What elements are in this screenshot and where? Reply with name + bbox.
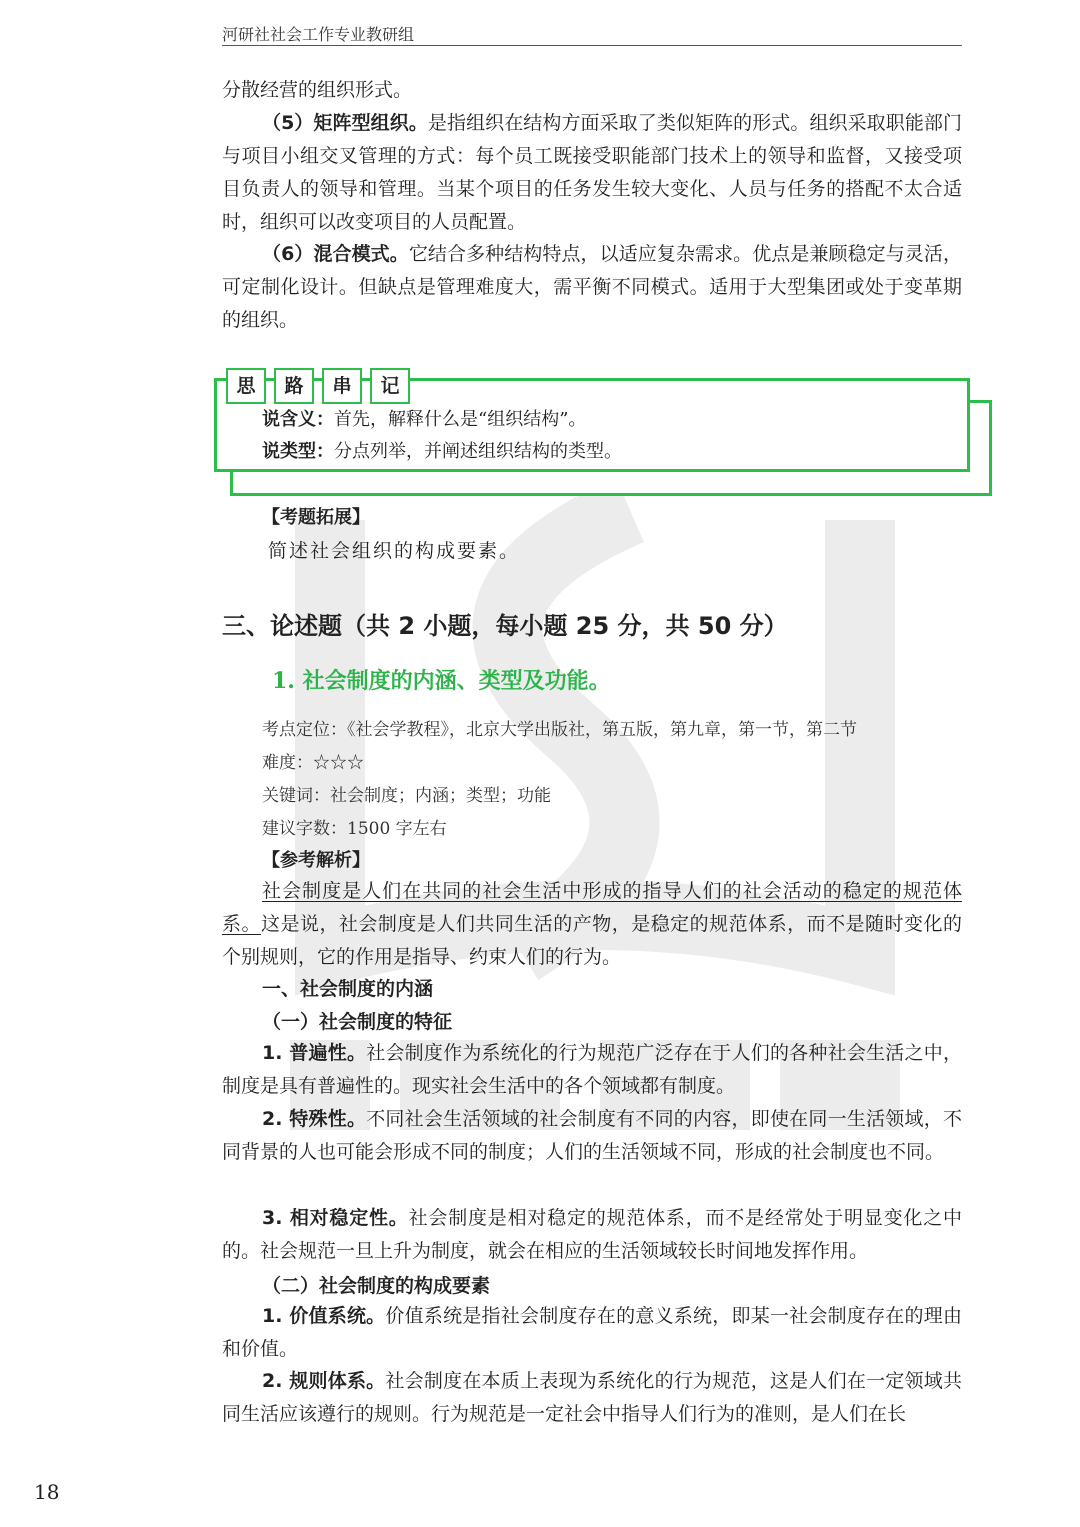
matrix-label: （5）矩阵型组织。	[262, 112, 428, 134]
note-tab: 串	[322, 368, 362, 404]
question-word-count: 建议字数：1500 字左右	[262, 819, 447, 839]
paragraph-mixed-mode: （6）混合模式。它结合多种结构特点，以适应复杂需求。优点是兼顾稳定与灵活，可定制化设计。但缺点是管理难度大，需平衡不同模式。适用于大型集团或处于变革期的组织。	[222, 243, 962, 331]
header-title: 河研社社会工作专业教研组	[222, 25, 415, 44]
paragraph-rule-system: 2. 规则体系。社会制度在本质上表现为系统化的行为规范，这是人们在一定领域共同生活应该遵行的规则。行为规范是一定社会中指导人们行为的准则，是人们在长	[222, 1370, 962, 1425]
analysis-label: 【参考解析】	[262, 850, 370, 871]
header-rule	[222, 45, 962, 46]
paragraph-stability: 3. 相对稳定性。社会制度是相对稳定的规范体系，而不是经常处于明显变化之中的。社会规范一旦上升为制度，就会在相应的生活领域较长时间地发挥作用。	[222, 1207, 962, 1262]
note-line-meaning: 说含义：首先，解释什么是“组织结构”。	[262, 409, 587, 430]
note-tab: 思	[226, 368, 266, 404]
page-number: 18	[34, 1480, 60, 1504]
note-tab: 记	[370, 368, 410, 404]
paragraph-definition: 社会制度是人们在共同的社会生活中形成的指导人们的社会活动的稳定的规范体系。这是说，社会制度是人们共同生活的产物，是稳定的规范体系，而不是随时变化的个别规则，它的作用是指导、约束人们的行为。	[222, 880, 962, 968]
paragraph-universality: 1. 普遍性。社会制度作为系统化的行为规范广泛存在于人们的各种社会生活之中，制度是具有普遍性的。现实社会生活中的各个领域都有制度。	[222, 1042, 962, 1097]
mixed-label: （6）混合模式。	[262, 243, 409, 265]
heading-elements: （二）社会制度的构成要素	[262, 1275, 491, 1297]
paragraph-particularity: 2. 特殊性。不同社会生活领域的社会制度有不同的内容，即使在同一生活领域，不同背景的人也可能会形成不同的制度；人们的生活领域不同，形成的社会制度也不同。	[222, 1108, 962, 1163]
heading-features: （一）社会制度的特征	[262, 1011, 453, 1033]
section-heading: 三、论述题（共 2 小题，每小题 25 分，共 50 分）	[222, 612, 788, 640]
definition-underlined: 社会制度是人们在共同的社会生活中形成的指导人们的社会活动的稳定的规范体系。	[222, 880, 962, 935]
extension-text: 简述社会组织的构成要素。	[268, 540, 521, 562]
note-tab: 路	[274, 368, 314, 404]
heading-connotation: 一、社会制度的内涵	[262, 978, 434, 1000]
question-keywords: 关键词：社会制度；内涵；类型；功能	[262, 786, 551, 806]
note-line-types: 说类型：分点列举，并阐述组织结构的类型。	[262, 441, 622, 462]
question-title: 1. 社会制度的内涵、类型及功能。	[272, 668, 611, 694]
question-location: 考点定位：《社会学教程》，北京大学出版社，第五版，第九章，第一节，第二节	[262, 720, 857, 740]
note-box-tabs	[226, 368, 410, 404]
extension-label: 【考题拓展】	[262, 507, 370, 528]
paragraph-value-system: 1. 价值系统。价值系统是指社会制度存在的意义系统，即某一社会制度存在的理由和价值。	[222, 1305, 962, 1360]
paragraph-intro-continued: 分散经营的组织形式。	[222, 79, 413, 101]
paragraph-matrix-organization: （5）矩阵型组织。是指组织在结构方面采取了类似矩阵的形式。组织采取职能部门与项目小组交叉管理的方式：每个员工既接受职能部门技术上的领导和监督，又接受项目负责人的领导和管理。当某个项目的任务发生较大变化、人员与任务的搭配不太合适时，组织可以改变项目的人员配置。	[222, 112, 962, 233]
question-difficulty: 难度：☆☆☆	[262, 753, 364, 773]
